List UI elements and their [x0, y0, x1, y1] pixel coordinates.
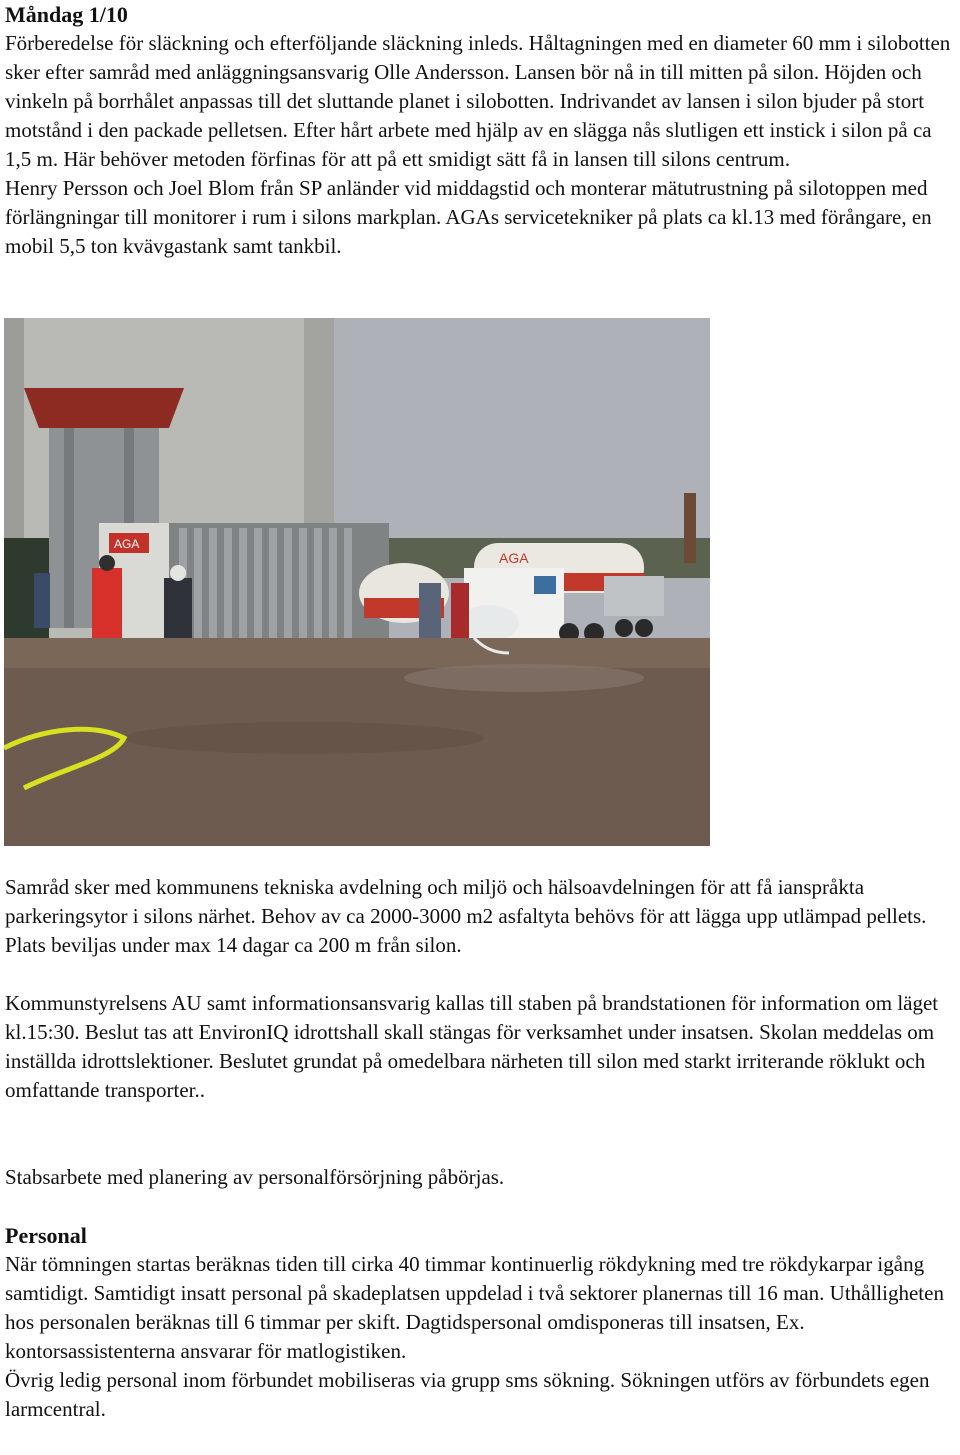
vaporizer-label: AGA: [114, 537, 140, 551]
paragraph-mobilization: Övrig ledig personal inom förbundet mobiliseras via grupp sms sökning. Sökningen utförs av förbundets egen larmcentral.: [5, 1368, 930, 1421]
paragraph-parking-consultation: Samråd sker med kommunens tekniska avdelning och miljö och hälsoavdelningen för att få ianspråkta parkeringsytor i silons närhet. Behov av ca 2000-3000 m2 asfaltyta behövs för att lägga upp utlämpad pellets. Plats beviljas under max 14 dagar ca 200 m från silon.: [5, 875, 927, 957]
document-bottom: [5, 873, 957, 1424]
paragraph-sp-arrival: Henry Persson och Joel Blom från SP anländer vid middagstid och monterar mätutrustning på silotoppen med förlängningar till monitorer i rum i silons markplan. AGAs servicetekniker på plats ca kl.13 med förångare, en mobil 5,5 ton kvävgastank samt tankbil.: [5, 176, 932, 258]
tank-label-1: AGA: [499, 550, 529, 566]
heading-personal: Personal: [5, 1223, 87, 1248]
paragraph-preparation: Förberedelse för släckning och efterföljande släckning inleds. Håltagningen med en diameter 60 mm i silobotten sker efter samråd med anläggningsansvarig Olle Andersson. Lansen bör nå in till mitten på silon. Höjden och vinkeln på borrhålet anpassas till det sluttande planet i silobotten. Indrivandet av lansen i silon bjuder på stort motstånd i den packade pelletsen. Efter hårt arbete med hjälp av en slägga nås slutligen ett instick i silon på ca 1,5 m. Här behöver metoden förfinas för att på ett smidigt sätt få in lansen till silons centrum.: [5, 31, 951, 171]
document-top: [5, 0, 957, 261]
site-photo: [4, 318, 710, 846]
heading-monday: Måndag 1/10: [5, 2, 128, 27]
paragraph-staff-planning: Stabsarbete med planering av personalförsörjning påbörjas.: [5, 1165, 505, 1189]
paragraph-information-meeting: Kommunstyrelsens AU samt informationsansvarig kallas till staben på brandstationen för information om läget kl.15:30. Beslut tas att EnvironIQ idrottshall skall stängas för verksamhet under insatsen. Skolan meddelas om inställda idrottslektioner. Beslutet grundat på omedelbara närheten till silon med starkt irriterande röklukt och omfattande transporter..: [5, 991, 939, 1102]
paragraph-personnel-estimate: När tömningen startas beräknas tiden till cirka 40 timmar kontinuerlig rökdykning med tre rökdykarpar igång samtidigt. Samtidigt insatt personal på skadeplatsen uppdelad i två sektorer planernas till 16 man. Uthålligheten hos personalen beräknas till 6 timmar per skift. Dagtidspersonal omdisponeras till insatsen, Ex. kontorsassistenterna ansvarar för matlogistiken.: [5, 1252, 944, 1363]
